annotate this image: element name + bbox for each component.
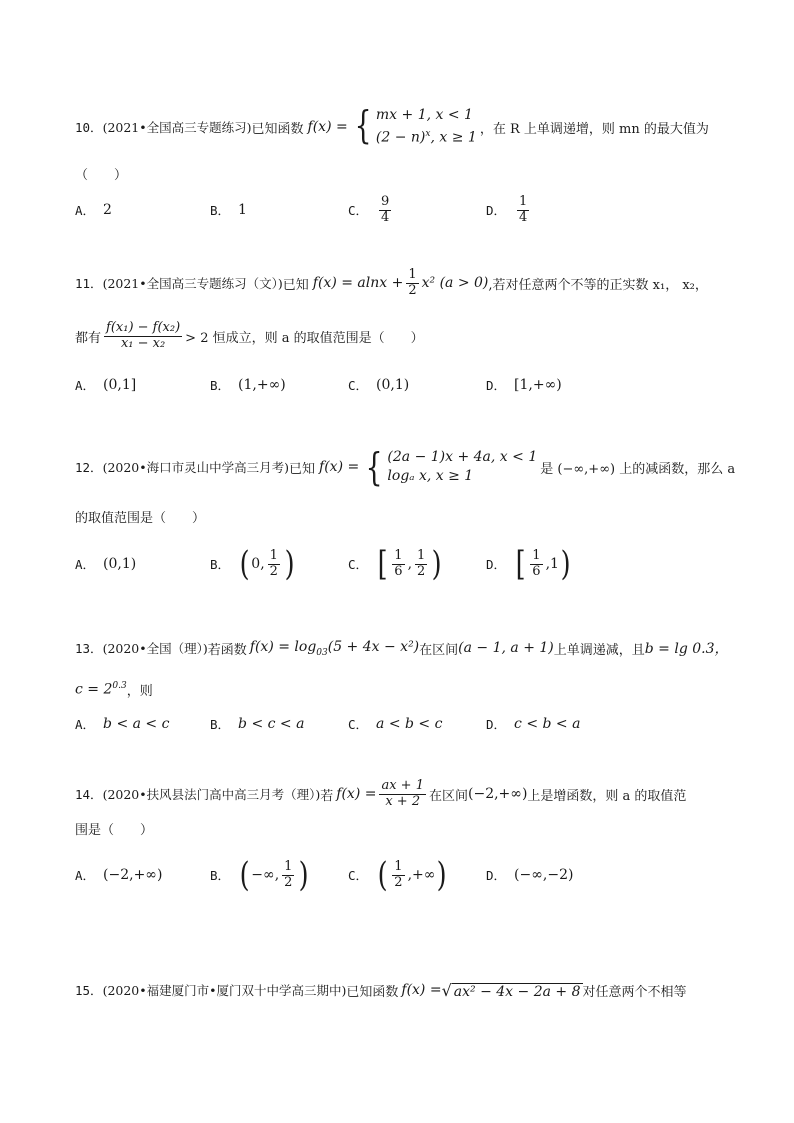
function-name: f(x) = (319, 459, 360, 475)
option-value: 0, (251, 556, 265, 572)
question-text: 围是（ ） (75, 822, 154, 838)
option-b[interactable] (210, 713, 304, 735)
left-bracket: [ (515, 544, 526, 584)
option-label: A． (75, 378, 96, 393)
square-root: √ ax² − 4x − 2a + 8 (441, 980, 581, 1000)
option-value: b < a < c (103, 716, 170, 732)
left-paren: ( (239, 544, 250, 584)
option-c[interactable] (348, 542, 444, 586)
option-a[interactable] (75, 198, 112, 222)
option-label: A． (75, 203, 96, 218)
option-label: C． (348, 378, 369, 393)
question-text: ，则 (126, 683, 153, 699)
option-a[interactable] (75, 550, 136, 578)
option-a[interactable] (75, 713, 169, 735)
question-number: 11． (75, 276, 103, 291)
question-text: 已知函数 (346, 984, 399, 1000)
comma: , (407, 556, 413, 572)
right-paren: ) (437, 855, 448, 895)
option-value: (0,1) (376, 377, 410, 393)
question-12-line2 (75, 506, 205, 526)
option-value: (0,1) (103, 556, 137, 572)
right-paren: ) (299, 855, 310, 895)
piecewise-function (362, 445, 538, 489)
option-label: C． (348, 868, 369, 883)
option-d[interactable] (486, 188, 532, 232)
left-paren: ( (239, 855, 250, 895)
option-a[interactable] (75, 864, 162, 886)
question-text: 已知 (289, 461, 316, 477)
option-label: B． (210, 717, 231, 732)
option-c[interactable] (348, 188, 394, 232)
function-expr-tail: x² (a > 0) (421, 275, 489, 291)
option-c[interactable] (348, 713, 442, 735)
question-source: (2020•全国（理）) (102, 641, 208, 656)
left-paren: ( (377, 855, 388, 895)
fraction: $\frac{1}{2}$ (284, 858, 293, 890)
left-brace: { (365, 445, 383, 489)
right-paren: ) (431, 544, 442, 584)
option-label: A． (75, 557, 96, 572)
question-source: (2020•福建厦门市•厦门双十中学高三期中) (102, 983, 347, 998)
interval: (−2,+∞) (468, 786, 528, 802)
option-label: B． (210, 203, 231, 218)
question-12-line1 (75, 443, 735, 491)
fraction: $\frac{9}{4}$ (381, 193, 390, 225)
option-c[interactable] (348, 853, 449, 897)
question-10-line2 (75, 163, 127, 183)
question-number: 12． (75, 460, 103, 475)
option-d[interactable] (486, 713, 580, 735)
option-label: D． (486, 717, 507, 732)
question-number: 15． (75, 983, 103, 998)
question-text-post: > 2 恒成立，则 a 的取值范围是（ ） (185, 330, 424, 346)
question-text-post: ,若对任意两个不等的正实数 x₁， x₂， (488, 277, 708, 293)
fraction: $\frac{1}{4}$ (519, 193, 528, 225)
question-13-line2 (75, 678, 153, 700)
option-b[interactable] (210, 542, 296, 586)
fraction: $\frac{1}{2}$ (417, 547, 426, 579)
question-10-line1 (75, 104, 709, 150)
option-label: D． (486, 378, 507, 393)
question-text: 的取值范围是（ ） (75, 510, 206, 526)
option-b[interactable] (210, 853, 311, 897)
option-label: B． (210, 868, 231, 883)
option-value: (0,1] (103, 377, 137, 393)
option-d[interactable] (486, 542, 572, 586)
difference-quotient: $\frac{\text{f(x₁) − f(x₂)}}{\text{x₁ − x₂}}$ (106, 319, 181, 351)
option-label: A． (75, 717, 96, 732)
option-value: −∞, (251, 867, 280, 883)
function-expr: f(x) = alnx + (312, 275, 404, 291)
question-source: (2021•全国高三专题练习（文）) (102, 276, 283, 291)
option-value: (1,+∞) (238, 377, 286, 393)
right-paren: ) (284, 544, 295, 584)
option-label: D． (486, 203, 507, 218)
question-11-line2 (75, 314, 424, 358)
option-label: D． (486, 557, 507, 572)
left-brace: { (354, 103, 372, 148)
option-d[interactable] (486, 864, 573, 886)
option-value: [1,+∞) (514, 377, 562, 393)
question-14-line1 (75, 772, 686, 816)
case-1: mx + 1, x < 1 (375, 107, 473, 124)
question-text: 已知 (282, 277, 309, 293)
function-expr: $f(x) = \log_{03}(5 + 4x - x^2)$ (249, 638, 420, 658)
question-14-line2 (75, 818, 153, 838)
function-name: f(x) = (307, 119, 348, 135)
question-text: 都有 (75, 330, 102, 346)
case-1: (2a − 1)x + 4a, x < 1 (387, 449, 538, 465)
option-value: ,+∞ (407, 867, 436, 883)
interval: (a − 1, a + 1) (458, 640, 554, 656)
fraction: $\frac{1}{2}$ (269, 547, 278, 579)
option-label: B． (210, 557, 231, 572)
right-paren: ) (560, 544, 571, 584)
case-2: logₐ x, x ≥ 1 (387, 468, 474, 484)
question-text-post: 对任意两个不相等 (582, 984, 687, 1000)
question-text: 上单调递减，且 (553, 642, 645, 658)
option-a[interactable] (75, 373, 136, 397)
question-source: (2020•海口市灵山中学高三月考) (102, 460, 290, 475)
option-value: 2 (103, 202, 112, 218)
option-value: b < c < a (238, 716, 305, 732)
option-value: a < b < c (376, 716, 443, 732)
c-expression: $c = 2^{0.3}$ (75, 680, 127, 698)
question-text: 在区间 (419, 642, 459, 658)
question-text: 若 (320, 788, 334, 804)
question-text-post: ，在 R 上单调递增，则 mn 的最大值为 (479, 121, 709, 137)
b-expression: b = lg 0.3， (644, 641, 729, 657)
function-name: f(x) = (401, 982, 442, 998)
function-fraction: $\frac{ax + 1}{x + 2}$ (381, 777, 424, 809)
answer-blank: （ ） (75, 167, 128, 183)
question-source: (2020•扶风县法门高中高三月考（理）) (102, 787, 321, 802)
question-13-line1 (75, 636, 729, 660)
option-value: c < b < a (514, 716, 581, 732)
question-number: 13． (75, 641, 103, 656)
left-bracket: [ (377, 544, 388, 584)
option-label: C． (348, 203, 369, 218)
fraction: $\frac{1}{6}$ (532, 547, 541, 579)
fraction: $\frac{1}{2}$ (394, 858, 403, 890)
question-text-post: 上是增函数，则 a 的取值范 (527, 788, 687, 804)
function-name: f(x) = (336, 786, 377, 802)
question-number: 10． (75, 120, 103, 135)
question-text-post: 是 (−∞,+∞) 上的减函数，那么 a (540, 461, 736, 477)
question-15-line1 (75, 977, 687, 1003)
option-label: C． (348, 557, 369, 572)
option-value: (−∞,−2) (514, 867, 574, 883)
option-d[interactable] (486, 373, 562, 397)
option-label: C． (348, 717, 369, 732)
option-b[interactable] (210, 373, 286, 397)
option-label: B． (210, 378, 231, 393)
option-c[interactable] (348, 373, 409, 397)
option-value: 1 (238, 202, 247, 218)
option-value: (−2,+∞) (103, 867, 163, 883)
piecewise-function (351, 103, 477, 148)
question-text: 在区间 (428, 788, 468, 804)
fraction-half: $\frac{1}{2}$ (408, 266, 417, 298)
question-text: 若函数 (207, 642, 247, 658)
fraction: $\frac{1}{6}$ (394, 547, 403, 579)
question-source: (2021•全国高三专题练习) (102, 120, 252, 135)
option-b[interactable] (210, 198, 247, 222)
question-11-line1 (75, 263, 708, 303)
question-text: 已知函数 (251, 121, 304, 137)
option-value: ,1 (545, 556, 559, 572)
option-label: D． (486, 868, 507, 883)
option-label: A． (75, 868, 96, 883)
question-number: 14． (75, 787, 103, 802)
case-2: $(2 - n)^x$, x ≥ 1 (375, 129, 477, 146)
